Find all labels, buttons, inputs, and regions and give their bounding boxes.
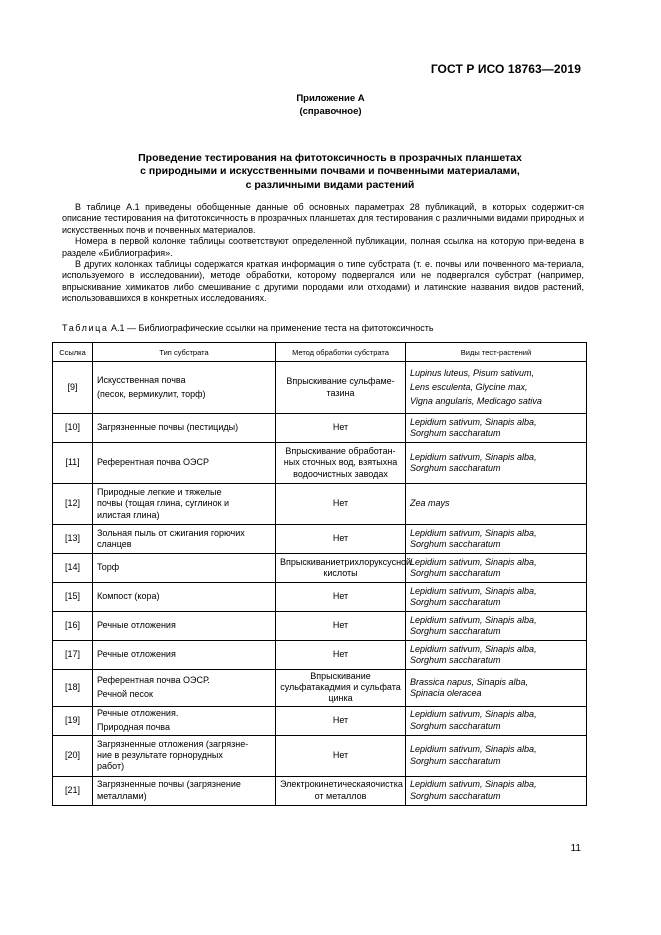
- substrate-cell: [93, 641, 276, 670]
- substrate-line: Искусственная почва: [97, 374, 186, 385]
- substrate-line: Загрязненные отложения (загрязне-: [97, 738, 249, 749]
- table-caption-prefix: Таблица: [62, 323, 109, 333]
- species-line: Sorghum saccharatum: [410, 428, 501, 438]
- substrate-cell: [93, 362, 276, 414]
- substrate-line: Торф: [97, 562, 120, 573]
- page-number: 11: [570, 843, 581, 854]
- species-cell: [406, 670, 587, 707]
- species-cell: [406, 525, 587, 554]
- reference-cell: [13]: [53, 525, 93, 554]
- substrate-line: Загрязненные почвы (пестициды): [97, 422, 239, 433]
- substrate-cell: [93, 776, 276, 805]
- method-line: Нет: [332, 498, 349, 509]
- appendix-type: (справочное): [299, 106, 362, 117]
- method-cell: [276, 735, 406, 776]
- substrate-line: Речные отложения: [97, 649, 176, 660]
- references-table: [52, 342, 587, 806]
- method-line: Нет: [332, 533, 349, 544]
- species-line: Lepidium sativum, Sinapis alba,: [410, 643, 537, 654]
- substrate-line: ние в результате горнорудных: [97, 750, 223, 760]
- table-row: [53, 706, 587, 735]
- method-cell: [276, 484, 406, 525]
- species-cell: [406, 641, 587, 670]
- paragraph: В других колонках таблицы содержатся краткая информация о типе субстрата (т. е. почвы или почвенного ма-териала, используемого в исследовании), методе обработки, которому подвергался или не подвергался субстрат (например, впрыскивание химикатов либо смешивание с другими породами или отходами) и латинские названия видов растений, использовавшихся в конкретных исследованиях.: [62, 259, 584, 304]
- table-row: [53, 776, 587, 805]
- table-row: [53, 735, 587, 776]
- species-line: Sorghum saccharatum: [410, 568, 501, 578]
- standard-code: ГОСТ Р ИСО 18763—2019: [430, 62, 581, 76]
- species-line: Lepidium sativum, Sinapis alba,: [410, 614, 537, 625]
- substrate-line: Референтная почва ОЭСР.: [97, 675, 210, 686]
- species-line: Sorghum saccharatum: [410, 655, 501, 665]
- substrate-cell: [93, 484, 276, 525]
- method-line: на водоочистных заводах: [293, 457, 398, 479]
- species-line: Lepidium sativum, Sinapis alba,: [410, 744, 537, 755]
- method-line: Нет: [332, 422, 349, 433]
- substrate-cell: [93, 735, 276, 776]
- reference-cell: [20]: [53, 735, 93, 776]
- reference-cell: [19]: [53, 706, 93, 735]
- heading-line: с различными видами растений: [245, 178, 415, 191]
- species-cell: [406, 362, 587, 414]
- species-cell: [406, 554, 587, 583]
- section-heading: [80, 152, 580, 192]
- substrate-line: Загрязненные почвы (загрязнение: [97, 779, 241, 790]
- method-line: ных сточных вод, взятых: [283, 457, 388, 468]
- method-cell: [276, 554, 412, 583]
- substrate-cell: [93, 443, 276, 484]
- header-cell-method: Метод обработки субстрата: [276, 343, 406, 362]
- species-line: Sorghum saccharatum: [410, 626, 501, 636]
- method-line: Нет: [332, 715, 349, 725]
- reference-cell: [18]: [53, 670, 93, 707]
- method-line: Впрыскивание: [280, 556, 341, 567]
- substrate-line: Природные легкие и тяжелые: [97, 487, 222, 498]
- reference-cell: [9]: [53, 362, 93, 414]
- paragraph: В таблице А.1 приведены обобщенные данные об основных параметрах 28 публикаций, в которых содержит-ся описание тестирования на фитотоксичность в прозрачных планшетах для тестирования с различными видами природных и искусственных почв и почвенных материалов.: [62, 202, 584, 235]
- table-row: [53, 583, 587, 612]
- substrate-line: металлами): [97, 790, 147, 801]
- method-cell: [276, 776, 406, 805]
- species-cell: [406, 612, 587, 641]
- species-line: Lepidium sativum, Sinapis alba,: [410, 527, 537, 538]
- header-cell-substrate: Тип субстрата: [93, 343, 276, 362]
- table-row: [53, 362, 587, 414]
- substrate-line: Речные отложения: [97, 620, 176, 631]
- body-text: [62, 202, 584, 305]
- species-line: Spinacia oleracea: [410, 687, 482, 698]
- table-header-row: [53, 343, 587, 362]
- method-line: тазина: [326, 387, 355, 398]
- reference-cell: [16]: [53, 612, 93, 641]
- method-line: кадмия и сульфата цинка: [320, 682, 401, 704]
- species-line: Lepidium sativum, Sinapis alba,: [410, 451, 537, 462]
- species-cell: [406, 776, 587, 805]
- species-line: Sorghum saccharatum: [410, 790, 501, 801]
- species-line: Lens esculenta, Glycine max,: [410, 381, 528, 392]
- species-line: Brassica napus, Sinapis alba,: [410, 676, 529, 687]
- species-line: Lepidium sativum, Sinapis alba,: [410, 556, 537, 567]
- substrate-line: работ): [97, 761, 125, 772]
- appendix-label: Приложение А: [296, 93, 365, 104]
- method-line: Впрыскивание сульфаме-: [286, 376, 395, 387]
- species-cell: [406, 414, 587, 443]
- table-row: [53, 484, 587, 525]
- method-line: Нет: [332, 591, 349, 602]
- reference-cell: [17]: [53, 641, 93, 670]
- species-cell: [406, 583, 587, 612]
- table-row: [53, 443, 587, 484]
- species-line: Vigna angularis, Medicago sativa: [410, 396, 542, 407]
- method-cell: [276, 706, 406, 735]
- species-cell: [406, 735, 587, 776]
- species-line: Lepidium sativum, Sinapis alba,: [410, 779, 537, 790]
- substrate-line: (песок, вермикулит, торф): [97, 389, 206, 399]
- method-cell: [276, 362, 406, 414]
- table-caption-number: А.1: [111, 323, 125, 333]
- table-row: [53, 641, 587, 670]
- method-cell: [276, 670, 406, 707]
- table-row: [53, 414, 587, 443]
- table-body: [53, 362, 587, 806]
- species-cell: [406, 443, 587, 484]
- substrate-cell: [93, 414, 276, 443]
- species-line: Lepidium sativum, Sinapis alba,: [410, 585, 537, 596]
- table-row: [53, 525, 587, 554]
- reference-cell: [21]: [53, 776, 93, 805]
- method-line: Нет: [332, 649, 349, 660]
- substrate-line: сланцев: [97, 539, 132, 549]
- reference-cell: [10]: [53, 414, 93, 443]
- species-line: Sorghum saccharatum: [410, 755, 501, 766]
- method-line: трихлоруксусной кислоты: [323, 556, 412, 578]
- substrate-line: Речной песок: [97, 689, 153, 700]
- method-cell: [276, 583, 406, 612]
- substrate-line: Природная почва: [97, 722, 170, 733]
- species-line: Lepidium sativum, Sinapis alba,: [410, 709, 537, 720]
- method-cell: [276, 525, 406, 554]
- substrate-cell: [93, 583, 276, 612]
- substrate-cell: [93, 706, 276, 735]
- species-line: Lepidium sativum, Sinapis alba,: [410, 416, 537, 427]
- substrate-line: Речные отложения.: [97, 707, 179, 718]
- header-cell-species: Виды тест-растений: [406, 343, 587, 362]
- method-cell: [276, 612, 406, 641]
- method-cell: [276, 414, 406, 443]
- substrate-cell: [93, 554, 276, 583]
- method-line: Нет: [332, 620, 349, 631]
- species-line: Sorghum saccharatum: [410, 720, 501, 731]
- species-line: Sorghum saccharatum: [410, 463, 501, 473]
- paragraph: Номера в первой колонке таблицы соответствуют определенной публикации, полная ссылка на которую при-ведена в разделе «Библиография».: [62, 236, 584, 258]
- substrate-cell: [93, 612, 276, 641]
- reference-cell: [15]: [53, 583, 93, 612]
- method-cell: [276, 443, 406, 484]
- method-line: Электрокинетическая: [280, 779, 371, 790]
- substrate-cell: [93, 525, 276, 554]
- species-line: Lupinus luteus, Pisum sativum,: [410, 367, 535, 378]
- substrate-line: Компост (кора): [97, 591, 160, 602]
- species-line: Zea mays: [410, 498, 450, 509]
- reference-cell: [12]: [53, 484, 93, 525]
- table-caption-text: — Библиографические ссылки на применение теста на фитотоксичность: [127, 323, 434, 333]
- method-cell: [276, 641, 406, 670]
- reference-cell: [14]: [53, 554, 93, 583]
- table-row: [53, 554, 587, 583]
- table-row: [53, 670, 587, 707]
- heading-line: Проведение тестирования на фитотоксичность в прозрачных планшетах: [138, 152, 522, 164]
- substrate-line: илистая глина): [97, 509, 160, 520]
- table-caption: [62, 323, 434, 333]
- species-line: Sorghum saccharatum: [410, 597, 501, 607]
- method-line: очистка от металлов: [314, 779, 403, 801]
- method-line: Впрыскивание сульфата: [280, 671, 371, 693]
- table-row: [53, 612, 587, 641]
- substrate-line: Зольная пыль от сжигания горючих: [97, 527, 245, 538]
- substrate-cell: [93, 670, 276, 707]
- species-line: Sorghum saccharatum: [410, 539, 501, 549]
- method-line: Впрыскивание обработан-: [285, 446, 396, 457]
- heading-line: с природными и искусственными почвами и почвенными материалами,: [140, 165, 520, 178]
- species-cell: [406, 484, 587, 525]
- reference-cell: [11]: [53, 443, 93, 484]
- method-line: Нет: [332, 750, 349, 760]
- species-cell: [406, 706, 587, 735]
- header-cell-reference: Ссылка: [53, 343, 93, 362]
- substrate-line: почвы (тощая глина, суглинок и: [97, 498, 230, 509]
- substrate-line: Референтная почва ОЭСР: [97, 457, 210, 468]
